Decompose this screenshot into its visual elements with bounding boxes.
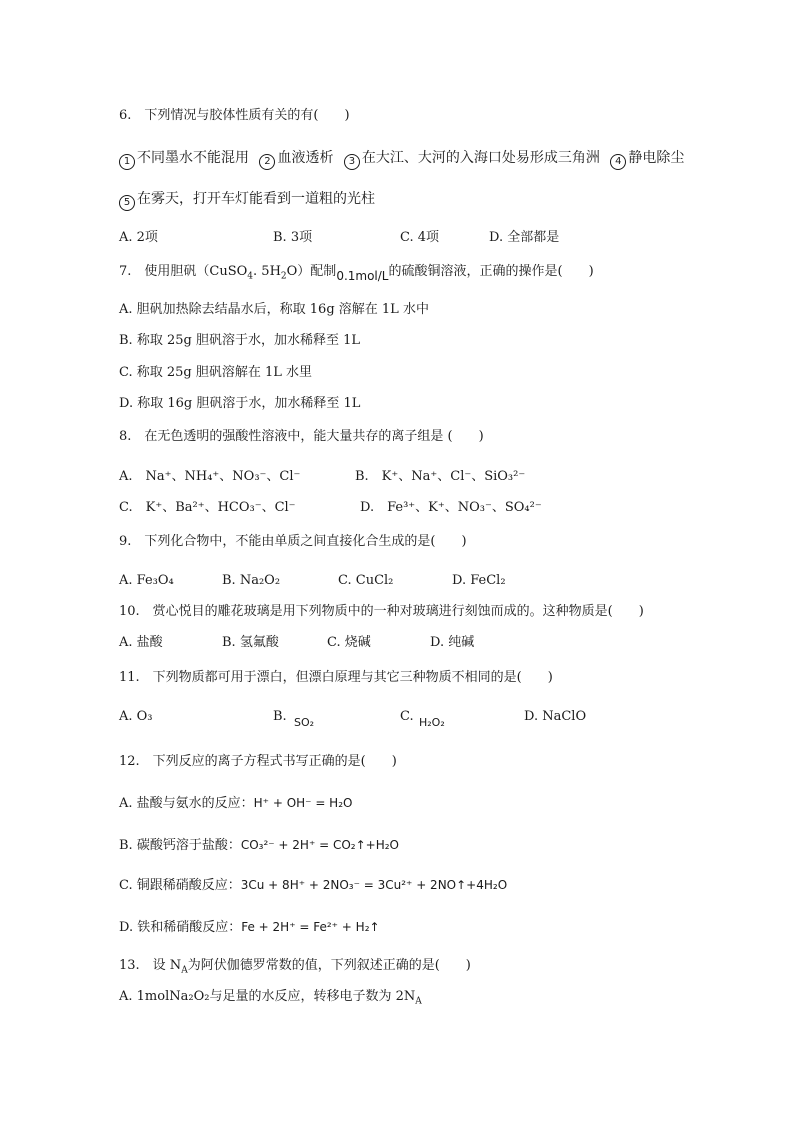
q12-option-a-label: A. 盐酸与氨水的反应： [119, 796, 254, 811]
q12-option-c [119, 876, 507, 895]
q8-option-d: D. Fe³⁺、K⁺、NO₃⁻、SO₄²⁻ [360, 500, 542, 515]
q9-option-a: A. Fe₃O₄ [119, 573, 174, 588]
q7-concentration: 0.1mol/L [336, 269, 389, 283]
q11-option-b-label: B. [273, 709, 287, 724]
q13-option-a-sub: A [415, 996, 422, 1007]
q11-option-c-formula: H₂O₂ [419, 716, 445, 729]
circled-number-1: 1 [119, 154, 135, 170]
q12-option-d-equation: Fe + 2H⁺ = Fe²⁺ + H₂↑ [241, 920, 380, 934]
q7-stem [119, 262, 594, 286]
q6-item-4: 静电除尘 [628, 150, 685, 166]
q10-option-c: C. 烧碱 [327, 635, 371, 650]
q7-option-d: D. 称取 16g 胆矾溶于水，加水稀释至 1L [119, 396, 361, 411]
q7-option-b: B. 称取 25g 胆矾溶于水，加水稀释至 1L [119, 333, 360, 348]
q8-option-b: B. K⁺、Na⁺、Cl⁻、SiO₃²⁻ [355, 469, 526, 484]
q12-option-b-label: B. 碳酸钙溶于盐酸： [119, 838, 241, 853]
q13-stem-part-a: 13. 设 N [119, 958, 182, 973]
q6-item-3: 在大江、大河的入海口处易形成三角洲 [361, 150, 600, 166]
circled-number-5: 5 [119, 195, 135, 211]
q6-items-line1 [119, 149, 684, 170]
q11-option-b-formula: SO₂ [294, 716, 315, 729]
q12-option-b [119, 836, 399, 855]
q6-option-a: A. 2项 [119, 230, 158, 245]
q9-option-d: D. FeCl₂ [452, 573, 506, 588]
q6-stem: 6. 下列情况与胶体性质有关的有( ) [119, 108, 350, 123]
q12-option-c-equation: 3Cu + 8H⁺ + 2NO₃⁻ = 3Cu²⁺ + 2NO↑+4H₂O [240, 878, 508, 892]
q7-option-a: A. 胆矾加热除去结晶水后，称取 16g 溶解在 1L 水中 [119, 302, 429, 317]
q12-stem: 12. 下列反应的离子方程式书写正确的是( ) [119, 754, 397, 769]
q7-stem-part-c: O）配制 [286, 264, 337, 279]
q12-option-d [119, 918, 380, 937]
q7-sub-4: 4 [247, 271, 254, 282]
q6-item-5: 在雾天，打开车灯能看到一道粗的光柱 [137, 191, 375, 207]
circled-number-2: 2 [259, 154, 275, 170]
q9-stem: 9. 下列化合物中，不能由单质之间直接化合生成的是( ) [119, 534, 467, 549]
q13-option-a [119, 988, 422, 1011]
q7-stem-part-a: 7. 使用胆矾（CuSO [119, 264, 248, 279]
q12-option-d-label: D. 铁和稀硝酸反应： [119, 920, 242, 935]
q11-option-a: A. O₃ [119, 709, 153, 724]
q12-option-b-equation: CO₃²⁻ + 2H⁺ = CO₂↑+H₂O [240, 838, 399, 852]
q6-option-c: C. 4项 [400, 230, 440, 245]
q6-option-b: B. 3项 [273, 230, 313, 245]
q6-item-1: 不同墨水不能混用 [137, 150, 249, 166]
q10-option-d: D. 纯碱 [430, 635, 475, 650]
q12-option-c-label: C. 铜跟稀硝酸反应： [119, 878, 241, 893]
q13-stem [119, 957, 471, 980]
q11-option-c-label: C. [400, 709, 414, 724]
q8-option-a: A. Na⁺、NH₄⁺、NO₃⁻、Cl⁻ [119, 469, 301, 484]
circled-number-3: 3 [344, 154, 360, 170]
q10-option-b: B. 氢氟酸 [222, 635, 279, 650]
q7-stem-part-d: 的硫酸铜溶液，正确的操作是( ) [388, 264, 594, 279]
q7-option-c: C. 称取 25g 胆矾溶解在 1L 水里 [119, 365, 313, 380]
q13-stem-part-b: 为阿伏伽德罗常数的值，下列叙述正确的是( ) [187, 958, 471, 973]
q6-item5-line [119, 190, 375, 211]
q6-item-2: 血液透析 [277, 150, 334, 166]
q9-option-b: B. Na₂O₂ [222, 573, 281, 588]
q13-sub-a: A [181, 965, 188, 976]
q7-sub-2: 2 [280, 271, 287, 282]
q9-option-c: C. CuCl₂ [338, 573, 394, 588]
q6-option-d: D. 全部都是 [489, 230, 560, 245]
q11-stem: 11. 下列物质都可用于漂白，但漂白原理与其它三种物质不相同的是( ) [119, 670, 553, 685]
q8-stem: 8. 在无色透明的强酸性溶液中，能大量共存的离子组是 ( ) [119, 429, 484, 444]
q11-option-d: D. NaClO [524, 709, 587, 724]
q12-option-a [119, 794, 352, 813]
q10-option-a: A. 盐酸 [119, 635, 163, 650]
q13-option-a-text: A. 1molNa₂O₂与足量的水反应，转移电子数为 2N [119, 989, 416, 1004]
q8-option-c: C. K⁺、Ba²⁺、HCO₃⁻、Cl⁻ [119, 500, 296, 515]
circled-number-4: 4 [610, 154, 626, 170]
q10-stem: 10. 赏心悦目的雕花玻璃是用下列物质中的一种对玻璃进行刻蚀而成的。这种物质是( ) [119, 604, 644, 619]
q7-stem-part-b: . 5H [253, 264, 281, 279]
q12-option-a-equation: H⁺ + OH⁻ = H₂O [253, 796, 353, 810]
